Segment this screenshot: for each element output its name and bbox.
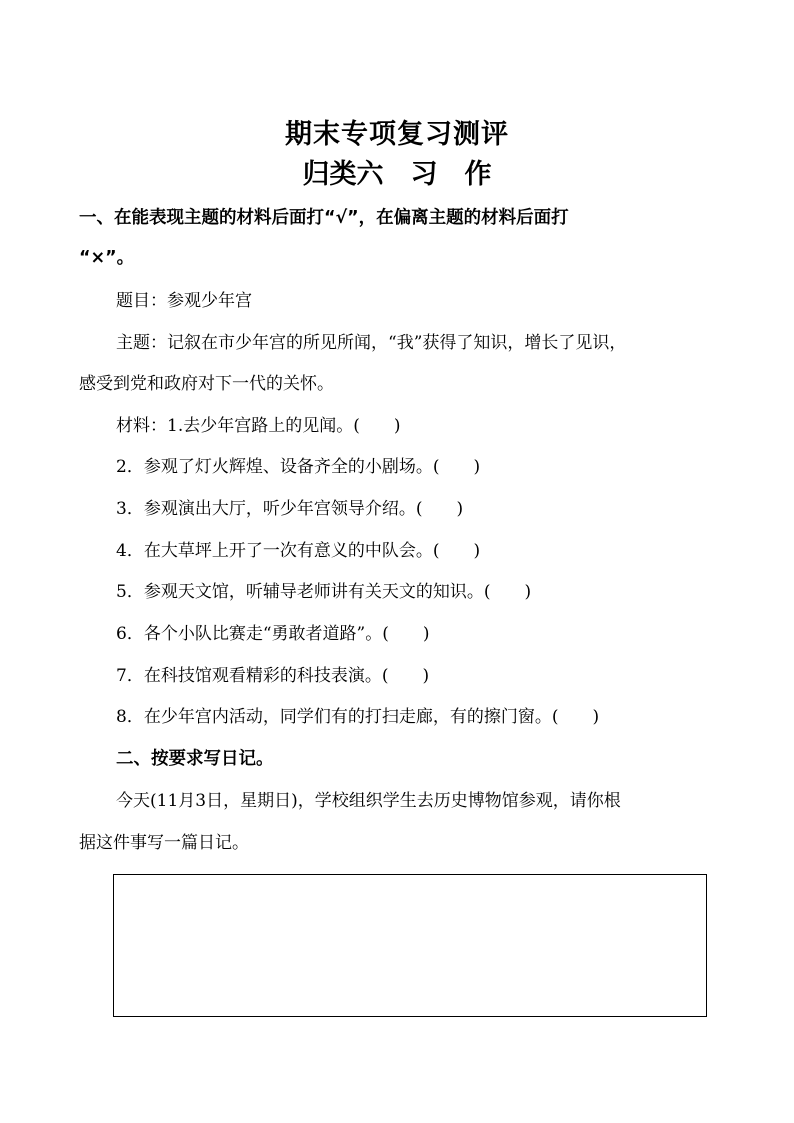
essay-theme: 主题：记叙在市少年宫的所见所闻，“我”获得了知识，增长了见识， [116,333,627,353]
diary-prompt-continued: 据这件事写一篇日记。 [79,833,249,853]
section2-heading: 二、按要求写日记。 [116,749,274,769]
material-item-8: 8．在少年宫内活动，同学们有的打扫走廊，有的擦门窗。( ) [116,707,600,727]
diary-prompt: 今天(11月3日，星期日)，学校组织学生去历史博物馆参观，请你根 [116,791,621,811]
section1-heading-continued: “×”。 [79,248,135,268]
page-title: 期末专项复习测评 [285,119,509,150]
essay-theme-continued: 感受到党和政府对下一代的关怀。 [79,374,334,394]
material-item-4: 4．在大草坪上开了一次有意义的中队会。( ) [116,541,481,561]
diary-answer-box[interactable] [113,874,707,1017]
essay-topic: 题目：参观少年宫 [116,291,252,311]
material-item-1: 材料：1.去少年宫路上的见闻。( ) [116,416,401,436]
section1-heading: 一、在能表现主题的材料后面打“√”，在偏离主题的材料后面打 [79,208,569,228]
material-item-3: 3．参观演出大厅，听少年宫领导介绍。( ) [116,499,464,519]
material-item-6: 6．各个小队比赛走“勇敢者道路”。( ) [116,624,430,644]
material-item-7: 7．在科技馆观看精彩的科技表演。( ) [116,666,430,686]
page-subtitle: 归类六 习 作 [302,159,492,190]
material-item-2: 2．参观了灯火辉煌、设备齐全的小剧场。( ) [116,457,481,477]
material-item-5: 5．参观天文馆，听辅导老师讲有关天文的知识。( ) [116,582,532,602]
